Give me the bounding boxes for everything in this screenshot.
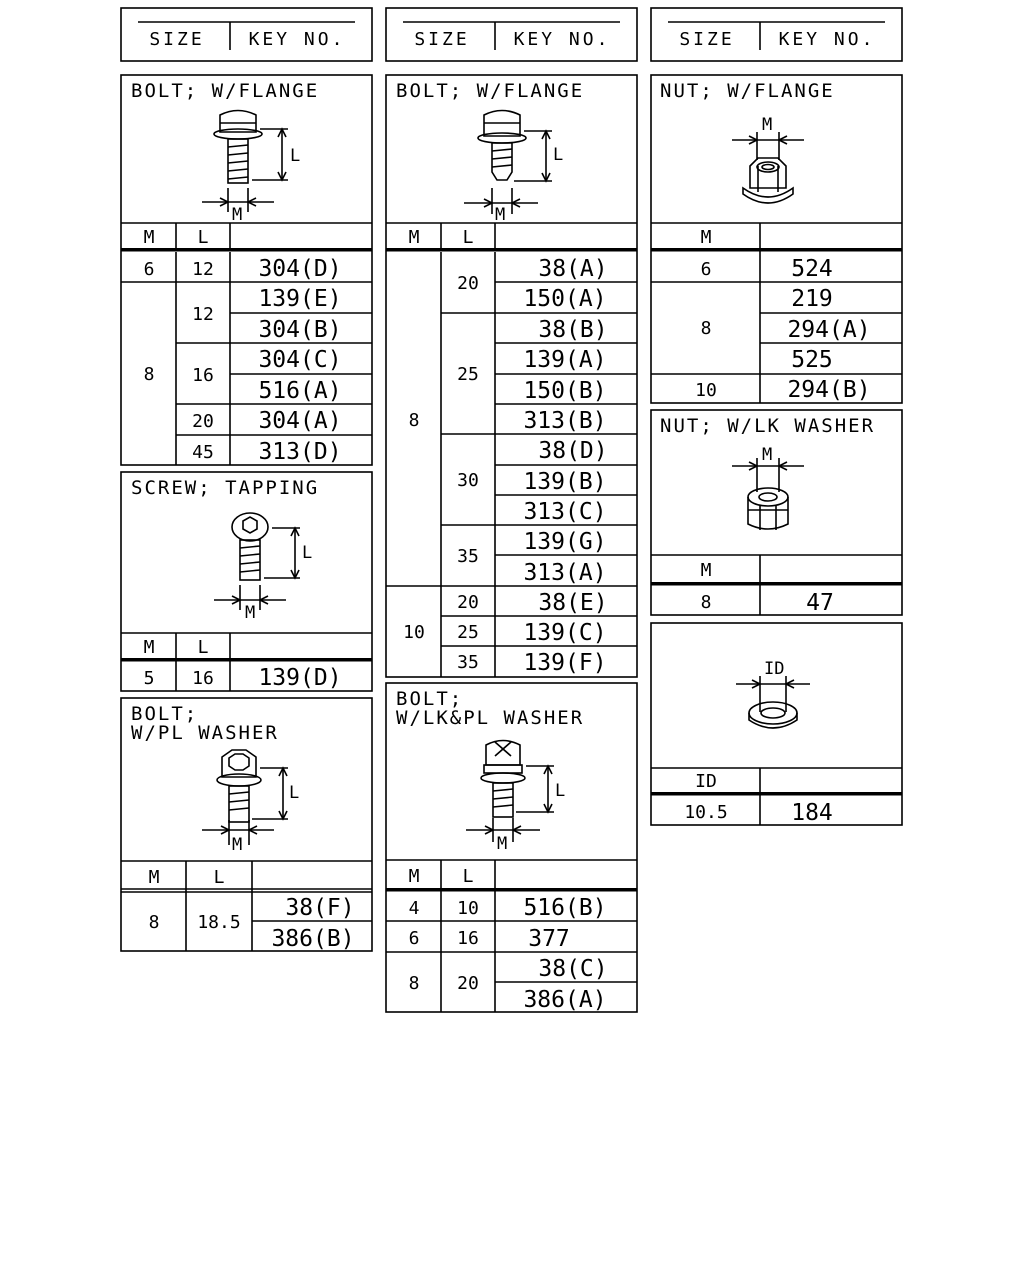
section-title: BOLT;: [396, 688, 464, 710]
section-title: NUT; W/LK WASHER: [660, 415, 876, 437]
header-col-3: [651, 8, 902, 61]
col-l-header: L: [213, 867, 225, 888]
section-title: BOLT; W/FLANGE: [396, 80, 585, 102]
key-number: 38(D): [538, 438, 608, 464]
header-col-1: [121, 8, 372, 61]
col-l-header: L: [197, 637, 209, 658]
l-value: 45: [192, 442, 214, 463]
size-header: SIZE: [149, 29, 205, 50]
diameter-label: M: [232, 205, 243, 225]
section-title: W/PL WASHER: [131, 722, 279, 744]
length-label: L: [290, 146, 301, 166]
section-title: NUT; W/FLANGE: [660, 80, 835, 102]
l-value: 16: [457, 928, 479, 949]
key-number: 38(B): [538, 317, 608, 343]
m-value: 8: [700, 592, 712, 613]
length-label: L: [555, 781, 566, 801]
l-value: 30: [457, 470, 479, 491]
key-number: 38(C): [538, 956, 608, 982]
col-m-header: M: [143, 227, 155, 248]
header-col-2: [386, 8, 637, 61]
key-number: 516(A): [258, 378, 342, 404]
size-header: SIZE: [679, 29, 735, 50]
key-number: 294(A): [787, 317, 871, 343]
key-number: 313(A): [523, 560, 607, 586]
col-l-header: L: [462, 866, 474, 887]
l-value: 18.5: [197, 912, 241, 933]
key-no-header: KEY NO.: [778, 29, 876, 50]
section-nut-lk-washer: [651, 410, 902, 616]
key-number: 524: [791, 256, 833, 282]
tapping-screw-drawing: [214, 513, 300, 610]
l-value: 16: [192, 365, 214, 386]
diameter-label: M: [497, 834, 508, 854]
col-m-header: M: [408, 866, 420, 887]
section-nut-flange: [651, 75, 902, 403]
key-number: 304(D): [258, 256, 342, 282]
l-value: 12: [192, 304, 214, 325]
l-value: 25: [457, 622, 479, 643]
section-bolt-pl-washer: [121, 698, 372, 952]
key-number: 219: [791, 286, 833, 312]
key-number: 38(A): [538, 256, 608, 282]
m-value: 5: [143, 668, 155, 689]
key-number: 377: [528, 926, 570, 952]
l-value: 16: [192, 668, 214, 689]
key-number: 294(B): [787, 377, 871, 403]
section-title: SCREW; TAPPING: [131, 477, 320, 499]
col-m-header: M: [700, 560, 712, 581]
m-value: 6: [700, 259, 712, 280]
key-number: 139(A): [523, 347, 607, 373]
diameter-label: M: [232, 835, 243, 855]
key-number: 150(B): [523, 378, 607, 404]
inner-diameter-label: ID: [764, 659, 785, 679]
m-value: 8: [408, 410, 420, 431]
key-number: 47: [806, 590, 834, 616]
l-value: 12: [192, 259, 214, 280]
key-number: 304(B): [258, 317, 342, 343]
key-number: 139(D): [258, 665, 342, 691]
m-value: 8: [408, 973, 420, 994]
key-number: 386(A): [523, 987, 607, 1013]
col-m-header: M: [700, 227, 712, 248]
l-value: 35: [457, 652, 479, 673]
m-value: 8: [143, 364, 155, 385]
m-value: 8: [700, 318, 712, 339]
key-number: 150(A): [523, 286, 607, 312]
key-number: 139(B): [523, 469, 607, 495]
key-number: 38(E): [538, 590, 608, 616]
hex-bolt-washer-drawing: [202, 750, 288, 845]
size-header: SIZE: [414, 29, 470, 50]
l-value: 20: [457, 273, 479, 294]
section-title: BOLT; W/FLANGE: [131, 80, 320, 102]
col-l-header: L: [462, 227, 474, 248]
m-value: 10: [403, 622, 425, 643]
cross-bolt-drawing: [466, 741, 554, 843]
key-number: 386(B): [271, 926, 355, 952]
l-value: 20: [457, 973, 479, 994]
key-number: 139(G): [523, 529, 607, 555]
l-value: 20: [457, 592, 479, 613]
lock-nut-drawing: [732, 458, 804, 530]
id-value: 10.5: [684, 802, 728, 823]
diameter-label: M: [762, 445, 773, 465]
l-value: 25: [457, 364, 479, 385]
m-value: 10: [695, 380, 717, 401]
col-m-header: M: [143, 637, 155, 658]
key-number: 38(F): [285, 895, 355, 921]
section-title: BOLT;: [131, 703, 199, 725]
key-number: 139(E): [258, 286, 342, 312]
length-label: L: [302, 543, 313, 563]
flange-bolt-drawing: [464, 111, 552, 215]
col-l-header: L: [197, 227, 209, 248]
length-label: L: [289, 783, 300, 803]
col-id-header: ID: [695, 771, 717, 792]
key-number: 313(C): [523, 499, 607, 525]
l-value: 20: [192, 411, 214, 432]
section-bolt-lk-pl-washer: [386, 683, 637, 1013]
key-number: 139(C): [523, 620, 607, 646]
section-bolt-flange-2: [386, 75, 637, 677]
washer-drawing: [736, 676, 810, 728]
section-screw-tapping: [121, 472, 372, 691]
key-number: 516(B): [523, 895, 607, 921]
flange-bolt-drawing: [202, 111, 288, 213]
key-number: 304(C): [258, 347, 342, 373]
diameter-label: M: [245, 603, 256, 623]
key-number: 313(B): [523, 408, 607, 434]
diameter-label: M: [495, 205, 506, 225]
diameter-label: M: [762, 115, 773, 135]
m-value: 4: [408, 898, 420, 919]
m-value: 6: [143, 259, 155, 280]
key-no-header: KEY NO.: [513, 29, 611, 50]
flange-nut-drawing: [732, 132, 804, 203]
l-value: 10: [457, 898, 479, 919]
key-no-header: KEY NO.: [248, 29, 346, 50]
key-number: 313(D): [258, 439, 342, 465]
section-washer: [651, 623, 902, 826]
key-number: 304(A): [258, 408, 342, 434]
key-number: 139(F): [523, 650, 607, 676]
l-value: 35: [457, 546, 479, 567]
col-m-header: M: [408, 227, 420, 248]
length-label: L: [553, 145, 564, 165]
key-number: 525: [791, 347, 833, 373]
section-title: W/LK&PL WASHER: [396, 707, 585, 729]
m-value: 6: [408, 928, 420, 949]
m-value: 8: [148, 912, 160, 933]
key-number: 184: [791, 800, 833, 826]
section-bolt-flange-1: [121, 75, 372, 465]
col-m-header: M: [148, 867, 160, 888]
